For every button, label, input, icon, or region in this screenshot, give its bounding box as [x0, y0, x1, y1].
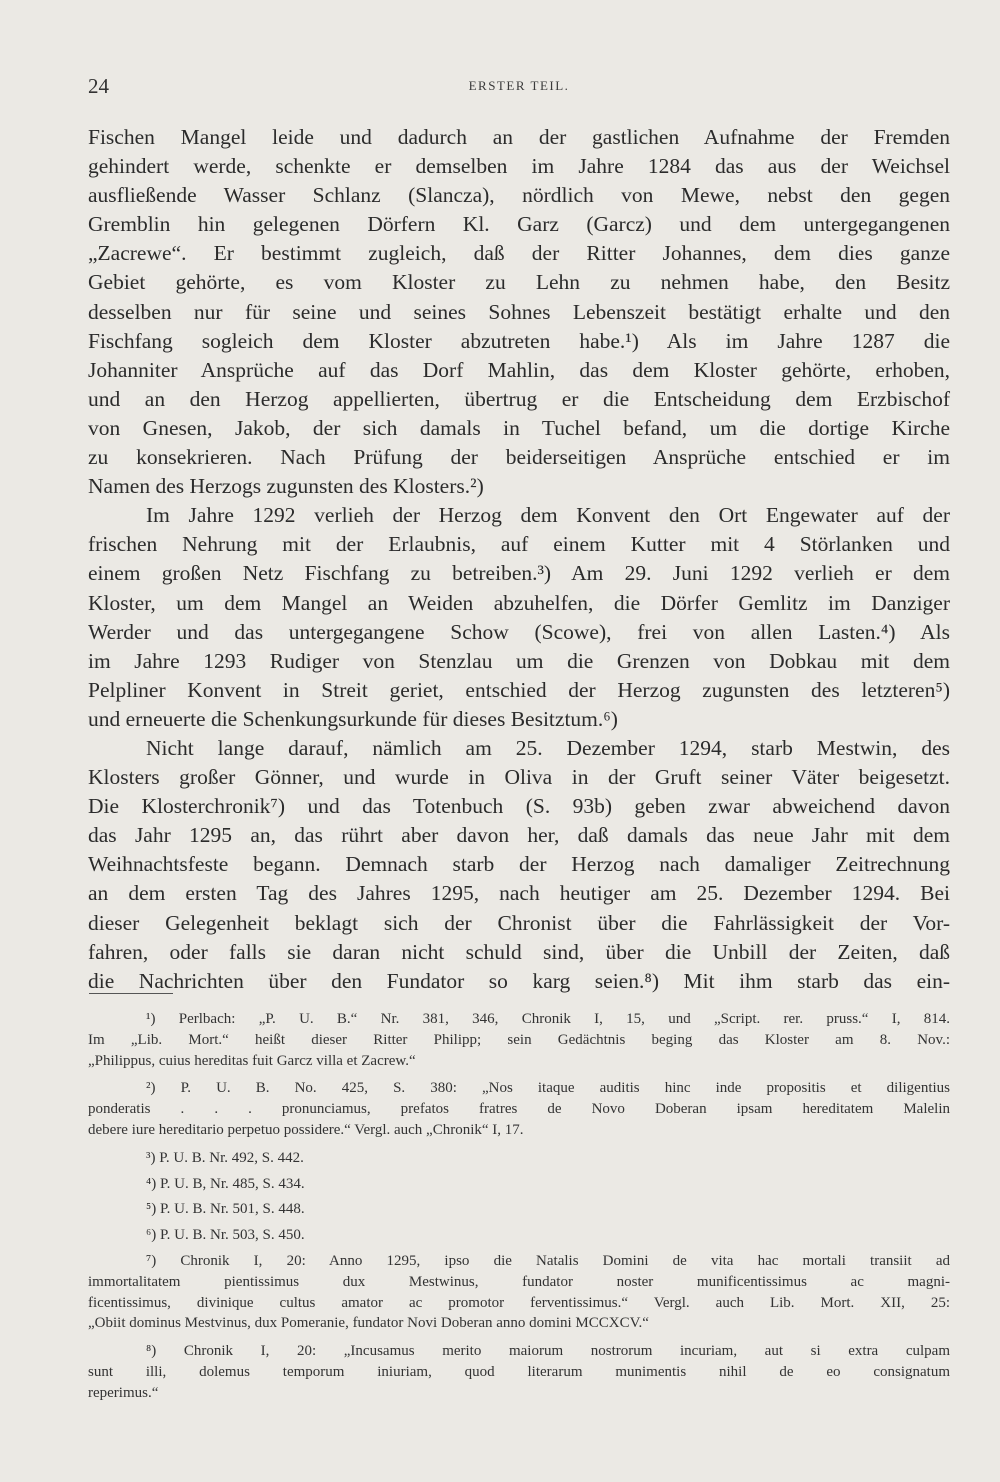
footnote-1 [88, 1009, 950, 1071]
text-line: „Zacrewe“. Er bestimmt zugleich, daß der Ritter Johannes, dem dies ganze [88, 241, 950, 266]
text-line: frischen Nehrung mit der Erlaubnis, auf einem Kutter mit 4 Störlanken und [88, 532, 950, 557]
text-line: desselben nur für seine und seines Sohnes Lebenszeit bestätigt erhalte und den [88, 299, 950, 324]
text-line: Gremblin hin gelegenen Dörfern Kl. Garz (Garcz) und dem untergegangenen [88, 212, 950, 237]
footnote-line: ²) P. U. B. No. 425, S. 380: „Nos itaque auditis hinc inde propositis et diligentius [146, 1080, 950, 1097]
text-line: Gebiet gehörte, es vom Kloster zu Lehn zu nehmen habe, den Besitz [88, 270, 950, 295]
footnote-line: debere iure hereditario perpetuo possidere.“ Vergl. auch „Chronik“ I, 17. [88, 1121, 524, 1138]
footnote-5: ⁵) P. U. B. Nr. 501, S. 448. [146, 1201, 305, 1218]
text-line: und an den Herzog appellierten, übertrug er die Entscheidung dem Erzbischof [88, 386, 950, 411]
text-line: ausfließende Wasser Schlanz (Slancza), nördlich von Mewe, nebst den gegen [88, 183, 950, 208]
text-line: fahren, oder falls sie daran nicht schuld sind, über die Unbill der Zeiten, daß [88, 939, 950, 964]
text-line: gehindert werde, schenkte er demselben im Jahre 1284 das aus der Weichsel [88, 154, 950, 179]
footnote-line: „Obiit dominus Mestvinus, dux Pomeranie, fundator Novi Doberan anno domini MCCXCV.“ [88, 1315, 649, 1332]
text-line: dieser Gelegenheit beklagt sich der Chronist über die Fahrlässigkeit der Vor- [88, 910, 950, 935]
footnote-6: ⁶) P. U. B. Nr. 503, S. 450. [146, 1227, 305, 1244]
footnote-line: sunt illi, dolemus temporum iniuriam, quod literarum munimentis nihil de eo consignatum [88, 1363, 950, 1380]
text-line: Im Jahre 1292 verlieh der Herzog dem Konvent den Ort Engewater auf der [146, 503, 950, 528]
text-line: Fischfang sogleich dem Kloster abzutreten habe.¹) Als im Jahre 1287 die [88, 328, 950, 353]
text-line: von Gnesen, Jakob, der sich damals in Tuchel befand, um die dortige Kirche [88, 415, 950, 440]
footnote-8 [88, 1341, 950, 1403]
text-line: und erneuerte die Schenkungsurkunde für dieses Besitztum.⁶) [88, 706, 618, 731]
footnote-line: „Philippus, cuius hereditas fuit Garcz villa et Zacrew.“ [88, 1052, 416, 1069]
text-line: Fischen Mangel leide und dadurch an der gastlichen Aufnahme der Fremden [88, 125, 950, 149]
footnote-line: ficentissimus, divinique cultus amator ac promotor ferventissimus.“ Vergl. auch Lib. Mort. XII, 25: [88, 1294, 950, 1311]
footnote-4: ⁴) P. U. B, Nr. 485, S. 434. [146, 1175, 305, 1192]
text-line: Klosters großer Gönner, und wurde in Oliva in der Gruft seiner Väter beigesetzt. [88, 765, 950, 790]
text-line: einem großen Netz Fischfang zu betreiben.³) Am 29. Juni 1292 verlieh er dem [88, 561, 950, 586]
text-line: zu konsekrieren. Nach Prüfung der beiderseitigen Ansprüche entschied er im [88, 445, 950, 470]
footnote-line: ⁸) Chronik I, 20: „Incusamus merito maiorum nostrorum incuriam, aut si extra culpam [146, 1343, 950, 1360]
text-line: Weihnachtsfeste begann. Demnach starb der Herzog nach damaliger Zeitrechnung [88, 852, 950, 877]
text-line: an dem ersten Tag des Jahres 1295, nach heutiger am 25. Dezember 1294. Bei [88, 881, 950, 906]
footnote-2 [88, 1078, 950, 1140]
text-line: die Nachrichten über den Fundator so karg seien.⁸) Mit ihm starb das ein- [88, 968, 950, 993]
page-header [88, 74, 950, 104]
text-line: Kloster, um dem Mangel an Weiden abzuhelfen, die Dörfer Gemlitz im Danziger [88, 590, 950, 615]
text-line: Johanniter Ansprüche auf das Dorf Mahlin, das dem Kloster gehörte, erhoben, [88, 357, 950, 382]
text-line: Die Klosterchronik⁷) und das Totenbuch (S. 93b) geben zwar abweichend davon [88, 794, 950, 819]
page-number: 24 [88, 74, 109, 98]
footnote-7 [88, 1251, 950, 1334]
running-head: ERSTER TEIL. [468, 78, 570, 93]
footnote-separator [89, 993, 173, 994]
text-line: im Jahre 1293 Rudiger von Stenzlau um die Grenzen von Dobkau mit dem [88, 648, 950, 673]
footnote-line: ponderatis . . . pronunciamus, prefatos fratres de Novo Doberan ipsam hereditatem Malelin [88, 1101, 950, 1118]
footnote-3: ³) P. U. B. Nr. 492, S. 442. [146, 1149, 304, 1166]
footnote-line: ⁷) Chronik I, 20: Anno 1295, ipso die Natalis Domini de vita hac mortali transiit ad [146, 1252, 950, 1269]
footnote-line: Im „Lib. Mort.“ heißt dieser Ritter Philipp; sein Gedächtnis beging das Kloster am 8. Nov.: [88, 1031, 950, 1048]
main-text [88, 123, 950, 996]
text-line: Namen des Herzogs zugunsten des Klosters.²) [88, 474, 484, 499]
footnote-line: immortalitatem pientissimus dux Mestwinus, fundator noster munificentissimus ac magni- [88, 1273, 950, 1290]
text-line: Werder und das untergegangene Schow (Scowe), frei von allen Lasten.⁴) Als [88, 619, 950, 644]
text-line: Nicht lange darauf, nämlich am 25. Dezember 1294, starb Mestwin, des [146, 735, 950, 760]
footnotes [88, 1009, 950, 1411]
text-line: Pelpliner Konvent in Streit geriet, entschied der Herzog zugunsten des letzteren⁵) [88, 677, 950, 702]
footnote-line: reperimus.“ [88, 1384, 159, 1401]
footnote-line: ¹) Perlbach: „P. U. B.“ Nr. 381, 346, Chronik I, 15, und „Script. rer. pruss.“ I, 814. [146, 1011, 950, 1027]
text-line: das Jahr 1295 an, das rührt aber davon her, daß damals das neue Jahr mit dem [88, 823, 950, 848]
